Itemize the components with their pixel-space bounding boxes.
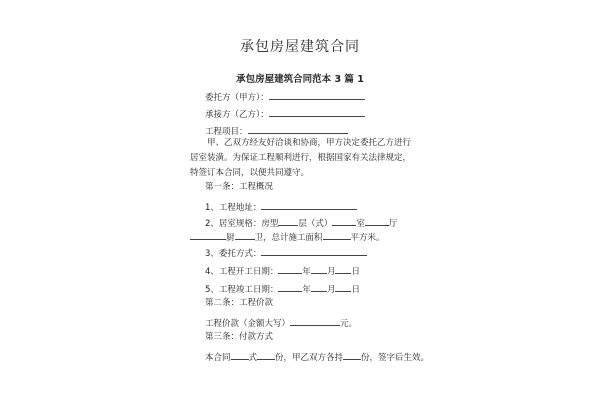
final-label-2: 式 xyxy=(248,353,258,363)
floor-blank[interactable] xyxy=(332,215,356,226)
item-5-line xyxy=(205,281,360,296)
copies-total-blank[interactable] xyxy=(257,349,275,360)
item-3-label: 3、委托方式： xyxy=(205,249,262,259)
final-label-4: 份，签字后生效。 xyxy=(361,353,430,363)
price-label: 工程价款（金额大写） xyxy=(205,319,291,329)
address-blank[interactable] xyxy=(261,199,357,210)
item-3-line xyxy=(205,245,367,260)
contractor-line xyxy=(205,106,365,121)
intro-paragraph: 甲、乙双方经友好洽谈和协商，甲方决定委托乙方进行居室装潢。为保证工程顺利进行，根据国家有关法律规定，特签订本合同，以便共同遵守。 xyxy=(190,138,412,178)
kitchen-label: 厨 xyxy=(226,233,235,243)
article-2-heading: 第二条：工程价款 xyxy=(205,298,274,308)
copies-style-blank[interactable] xyxy=(231,349,249,360)
final-label-1: 本合同 xyxy=(205,353,231,363)
project-label: 工程项目： xyxy=(205,127,248,137)
method-blank[interactable] xyxy=(261,245,367,256)
document-subtitle: 承包房屋建筑合同范本 3 篇 1 xyxy=(236,74,364,85)
start-year-label: 年 xyxy=(302,267,311,277)
contractor-blank[interactable] xyxy=(269,106,365,117)
end-day-label: 日 xyxy=(351,285,360,295)
item-1-label: 1、工程地址： xyxy=(205,203,262,213)
price-line xyxy=(205,315,357,330)
start-day-blank[interactable] xyxy=(335,263,351,274)
client-blank[interactable] xyxy=(269,89,365,100)
price-unit-label: 元。 xyxy=(340,319,358,329)
project-blank[interactable] xyxy=(248,123,348,134)
item-4-line xyxy=(205,263,360,278)
hall-label: 厅 xyxy=(388,219,398,229)
end-day-blank[interactable] xyxy=(335,281,351,292)
item-5-label: 5、工程竣工日期： xyxy=(205,285,279,295)
item-2-label: 2、居室规格：房型 xyxy=(205,219,279,229)
client-line xyxy=(205,89,365,104)
room-label: 室 xyxy=(356,219,365,229)
start-month-label: 月 xyxy=(326,267,336,277)
client-label: 委托方（甲方）： xyxy=(205,93,269,103)
item-2-line-a xyxy=(205,215,397,230)
end-month-label: 月 xyxy=(326,285,336,295)
room-blank[interactable] xyxy=(365,215,389,226)
item-4-label: 4、工程开工日期： xyxy=(205,267,279,277)
area-unit-label: 平方米。 xyxy=(350,233,385,243)
end-year-blank[interactable] xyxy=(278,281,302,292)
price-blank[interactable] xyxy=(290,315,340,326)
final-line xyxy=(205,349,429,364)
item-1-line xyxy=(205,199,357,214)
start-year-blank[interactable] xyxy=(278,263,302,274)
start-month-blank[interactable] xyxy=(311,263,327,274)
hall-blank[interactable] xyxy=(190,229,226,240)
start-day-label: 日 xyxy=(351,267,360,277)
floor-label: 层（式） xyxy=(298,219,333,229)
end-year-label: 年 xyxy=(302,285,311,295)
area-blank[interactable] xyxy=(323,229,351,240)
item-2-line-b xyxy=(190,229,385,244)
contractor-label: 承接方（乙方）： xyxy=(205,110,269,120)
document-title: 承包房屋建筑合同 xyxy=(240,39,360,55)
copies-each-blank[interactable] xyxy=(343,349,361,360)
bath-label: 卫，总计施工面积 xyxy=(254,233,323,243)
room-type-blank[interactable] xyxy=(278,215,298,226)
kitchen-blank[interactable] xyxy=(235,229,255,240)
article-1-heading: 第一条：工程概况 xyxy=(205,182,274,192)
article-3-heading: 第三条：付款方式 xyxy=(205,332,274,342)
end-month-blank[interactable] xyxy=(311,281,327,292)
final-label-3: 份，甲乙双方各持 xyxy=(275,353,344,363)
